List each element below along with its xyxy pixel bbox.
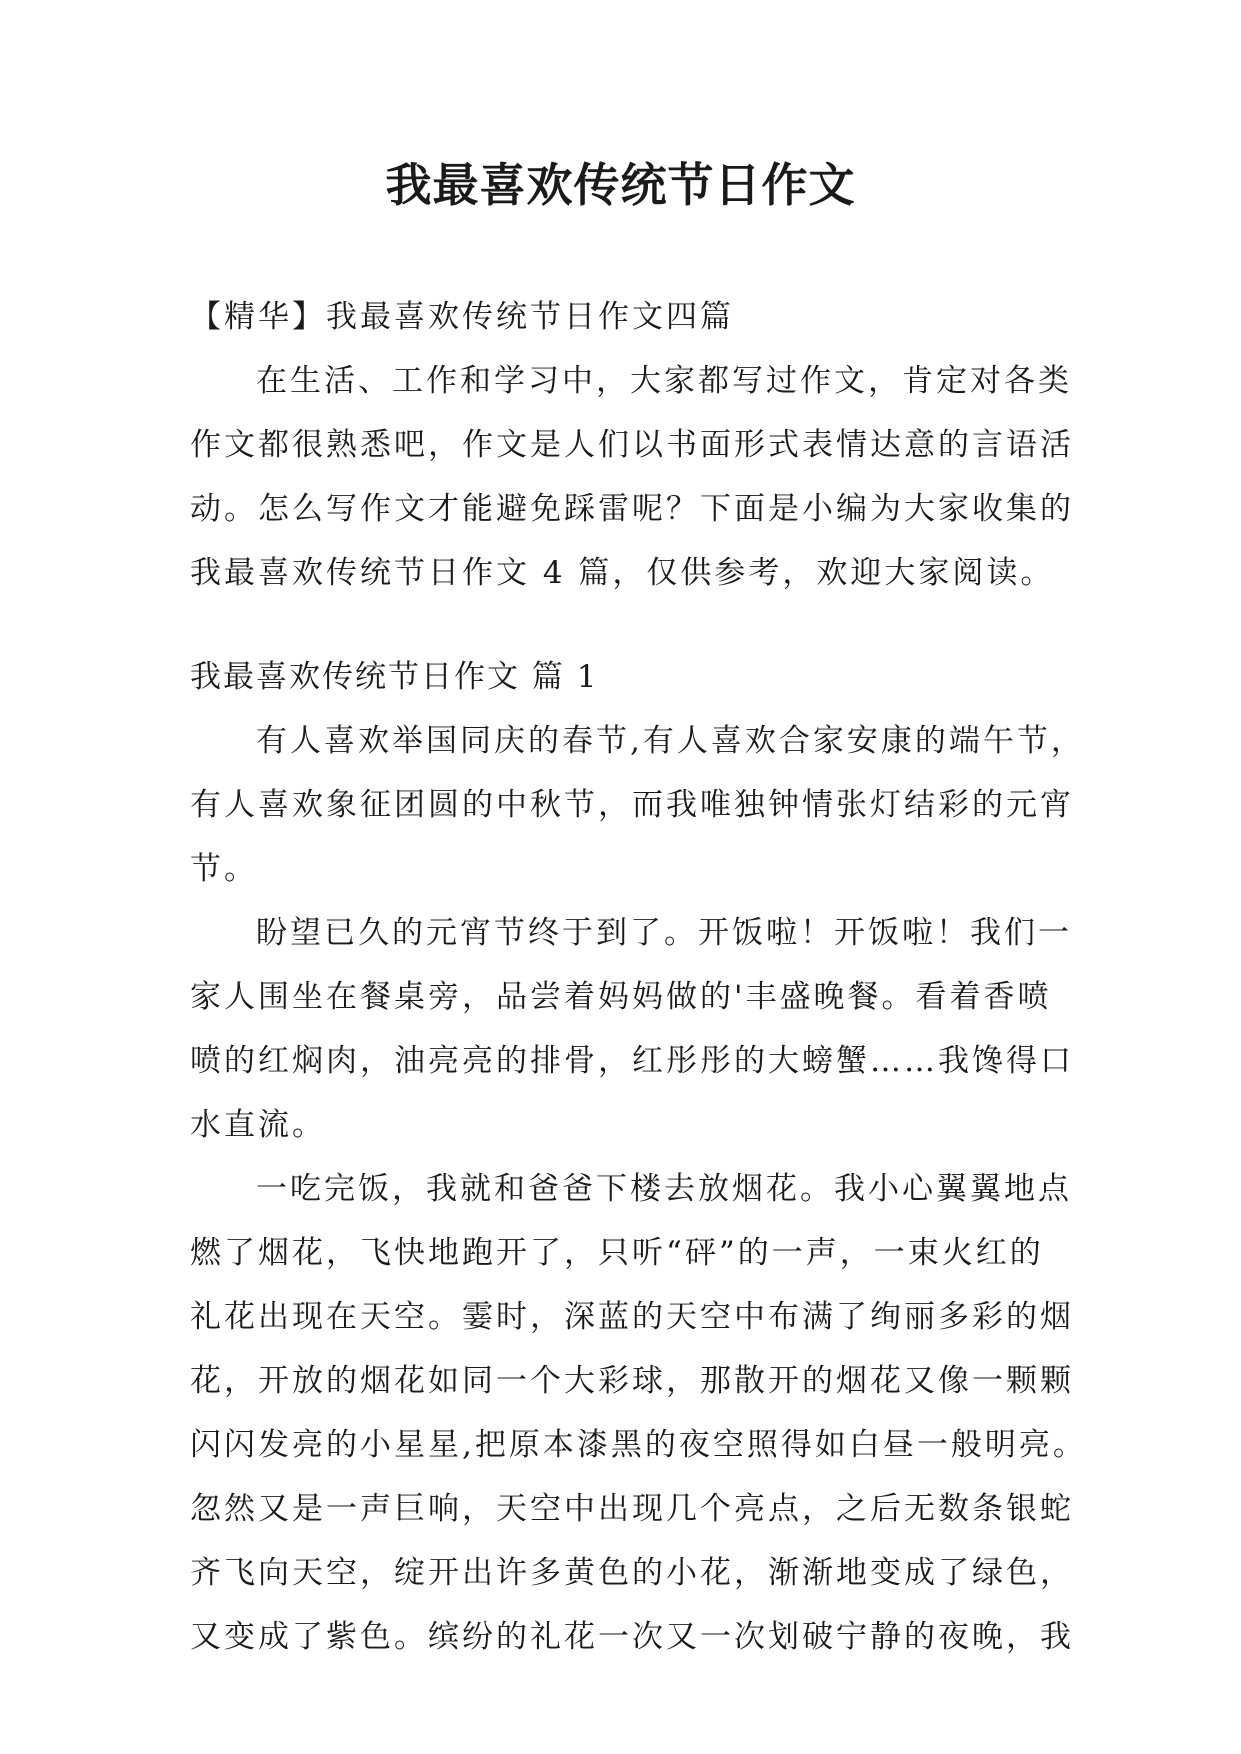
paragraph-3 (190, 1157, 1087, 1669)
paragraph-line: 忽然又是一声巨响，天空中出现几个亮点，之后无数条银蛇 (190, 1491, 1074, 1527)
paragraph-line: 作文都很熟悉吧，作文是人们以书面形式表情达意的言语活 (190, 427, 1074, 463)
paragraph-line: 家人围坐在餐桌旁，品尝着妈妈做的'丰盛晚餐。看着香喷 (190, 979, 1052, 1015)
paragraph-1 (190, 709, 1085, 901)
paragraph-line: 水直流。 (190, 1107, 326, 1143)
paragraph-line: 闪闪发亮的小星星,把原本漆黑的夜空照得如白昼一般明亮。 (190, 1427, 1087, 1463)
intro-paragraph (190, 349, 1074, 605)
paragraph-line: 我最喜欢传统节日作文 4 篇，仅供参考，欢迎大家阅读。 (190, 555, 1055, 591)
paragraph-line: 有人喜欢举国同庆的春节,有人喜欢合家安康的端午节， (256, 723, 1085, 759)
paragraph-line: 一吃完饭，我就和爸爸下楼去放烟花。我小心翼翼地点 (256, 1171, 1072, 1207)
paragraph-line: 又变成了紫色。缤纷的礼花一次又一次划破宁静的夜晚，我 (190, 1619, 1074, 1655)
paragraph-line: 齐飞向天空，绽开出许多黄色的小花，渐渐地变成了绿色， (190, 1555, 1074, 1591)
paragraph-line: 动。怎么写作文才能避免踩雷呢？下面是小编为大家收集的 (190, 491, 1074, 527)
paragraph-line: 燃了烟花，飞快地跑开了，只听“砰”的一声，一束火红的 (190, 1235, 1044, 1271)
paragraph-line: 花，开放的烟花如同一个大彩球，那散开的烟花又像一颗颗 (190, 1363, 1074, 1399)
paragraph-2 (190, 901, 1074, 1157)
document-body (190, 285, 1087, 1669)
document-subtitle: 【精华】我最喜欢传统节日作文四篇 (190, 299, 734, 335)
section-heading: 我最喜欢传统节日作文 篇 1 (190, 659, 599, 695)
paragraph-line: 喷的红焖肉，油亮亮的排骨，红彤彤的大螃蟹……我馋得口 (190, 1043, 1074, 1079)
paragraph-line: 有人喜欢象征团圆的中秋节，而我唯独钟情张灯结彩的元宵 (190, 787, 1074, 823)
document-title: 我最喜欢传统节日作文 (385, 158, 856, 212)
paragraph-line: 在生活、工作和学习中，大家都写过作文，肯定对各类 (256, 363, 1072, 399)
paragraph-line: 节。 (190, 851, 258, 887)
paragraph-line: 礼花出现在天空。霎时，深蓝的天空中布满了绚丽多彩的烟 (190, 1299, 1074, 1335)
paragraph-line: 盼望已久的元宵节终于到了。开饭啦！开饭啦！我们一 (256, 915, 1072, 951)
